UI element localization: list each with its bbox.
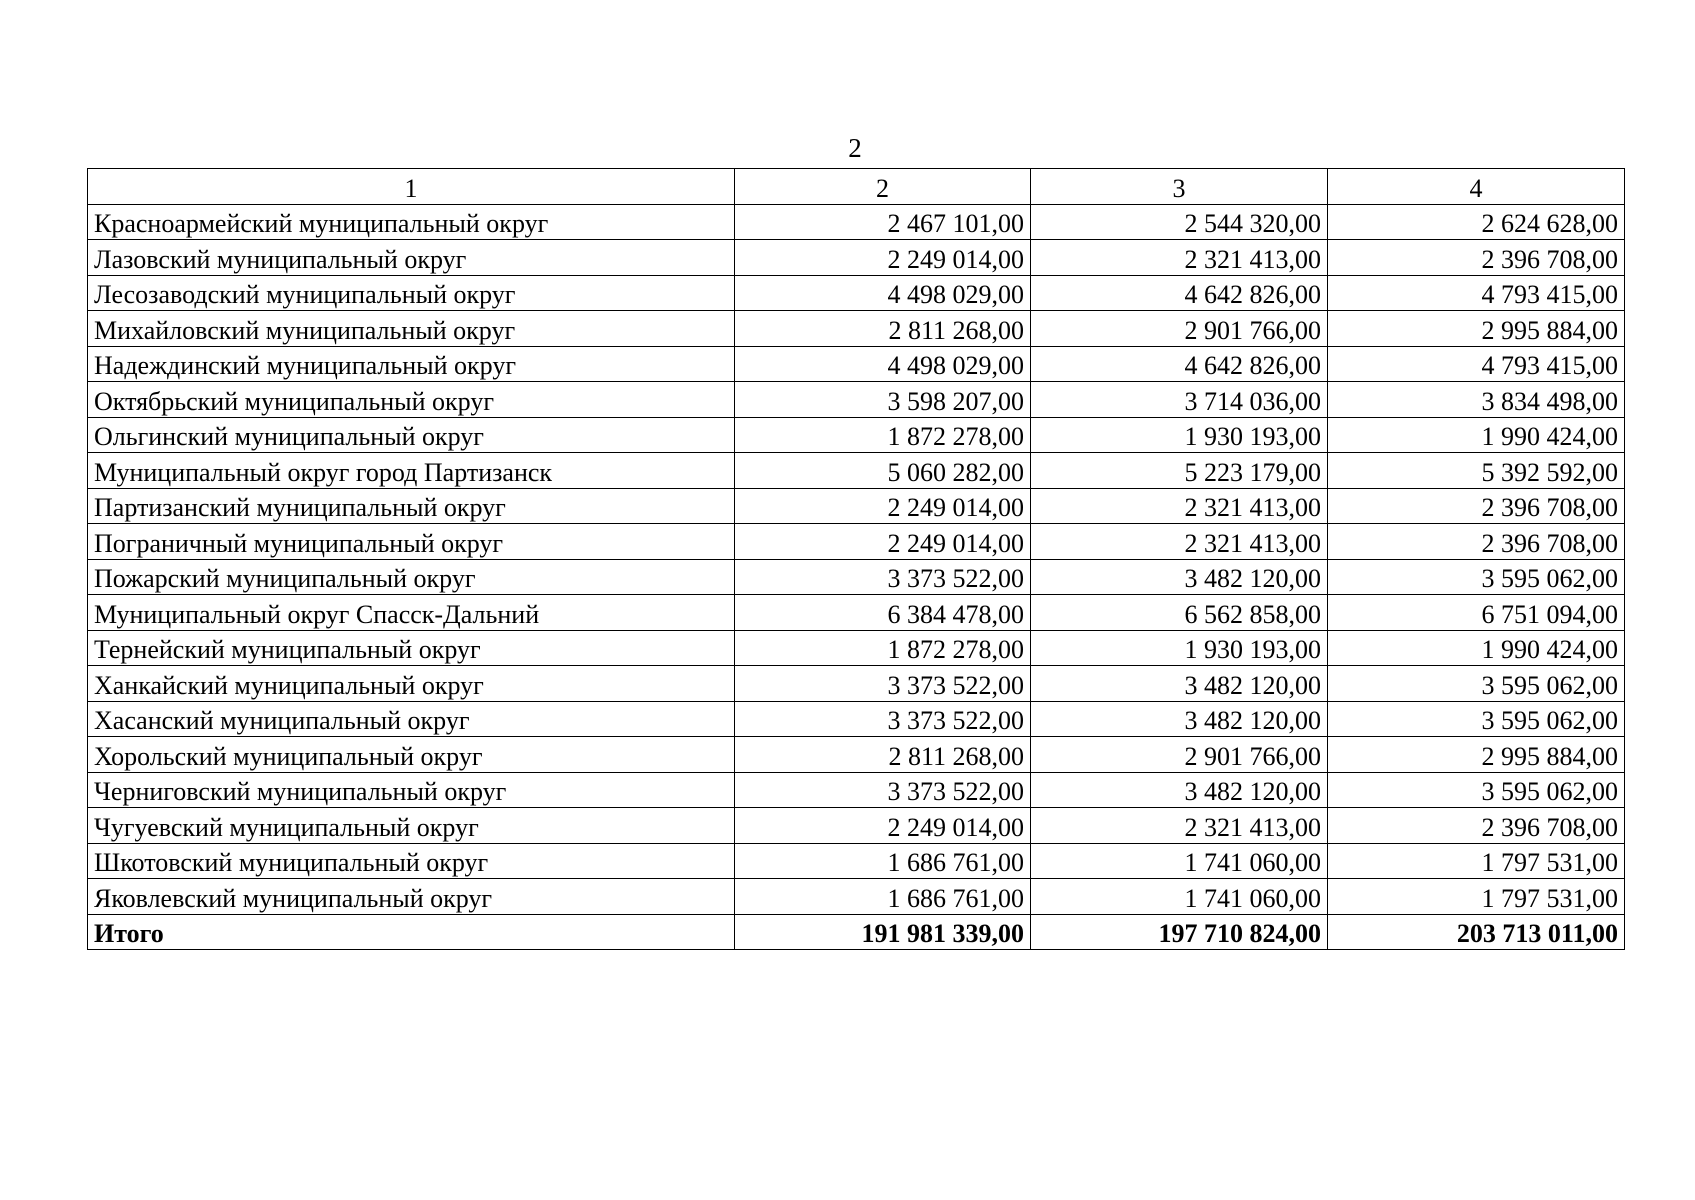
district-name: Муниципальный округ Спасск-Дальний <box>88 595 735 631</box>
budget-table <box>87 168 1625 950</box>
amount-cell: 2 995 884,00 <box>1328 311 1625 347</box>
amount-cell: 1 741 060,00 <box>1031 843 1328 879</box>
amount-cell: 2 249 014,00 <box>735 808 1031 844</box>
amount-cell: 2 467 101,00 <box>735 204 1031 240</box>
amount-cell: 3 595 062,00 <box>1328 701 1625 737</box>
table-row <box>88 879 1625 915</box>
table-row <box>88 630 1625 666</box>
amount-cell: 4 642 826,00 <box>1031 275 1328 311</box>
amount-cell: 3 373 522,00 <box>735 701 1031 737</box>
amount-cell: 2 321 413,00 <box>1031 808 1328 844</box>
amount-cell: 1 872 278,00 <box>735 417 1031 453</box>
district-name: Муниципальный округ город Партизанск <box>88 453 735 489</box>
table-row <box>88 240 1625 276</box>
header-row <box>88 169 1625 205</box>
amount-cell: 2 396 708,00 <box>1328 240 1625 276</box>
amount-cell: 4 498 029,00 <box>735 346 1031 382</box>
total-amount: 197 710 824,00 <box>1031 914 1328 950</box>
total-amount: 191 981 339,00 <box>735 914 1031 950</box>
district-name: Хасанский муниципальный округ <box>88 701 735 737</box>
amount-cell: 4 498 029,00 <box>735 275 1031 311</box>
amount-cell: 2 396 708,00 <box>1328 808 1625 844</box>
amount-cell: 1 930 193,00 <box>1031 630 1328 666</box>
district-name: Шкотовский муниципальный округ <box>88 843 735 879</box>
amount-cell: 1 686 761,00 <box>735 879 1031 915</box>
table-row <box>88 772 1625 808</box>
table-row <box>88 204 1625 240</box>
district-name: Михайловский муниципальный округ <box>88 311 735 347</box>
amount-cell: 2 811 268,00 <box>735 311 1031 347</box>
amount-cell: 2 321 413,00 <box>1031 240 1328 276</box>
table-row <box>88 595 1625 631</box>
amount-cell: 1 930 193,00 <box>1031 417 1328 453</box>
amount-cell: 3 595 062,00 <box>1328 559 1625 595</box>
amount-cell: 2 811 268,00 <box>735 737 1031 773</box>
amount-cell: 2 901 766,00 <box>1031 311 1328 347</box>
column-header: 1 <box>88 169 735 205</box>
total-row <box>88 914 1625 950</box>
table-row <box>88 737 1625 773</box>
amount-cell: 1 797 531,00 <box>1328 879 1625 915</box>
amount-cell: 6 384 478,00 <box>735 595 1031 631</box>
amount-cell: 2 544 320,00 <box>1031 204 1328 240</box>
amount-cell: 3 714 036,00 <box>1031 382 1328 418</box>
amount-cell: 1 741 060,00 <box>1031 879 1328 915</box>
amount-cell: 3 595 062,00 <box>1328 666 1625 702</box>
table-row <box>88 559 1625 595</box>
amount-cell: 1 990 424,00 <box>1328 630 1625 666</box>
amount-cell: 1 990 424,00 <box>1328 417 1625 453</box>
district-name: Красноармейский муниципальный округ <box>88 204 735 240</box>
amount-cell: 2 396 708,00 <box>1328 488 1625 524</box>
district-name: Ольгинский муниципальный округ <box>88 417 735 453</box>
district-name: Хорольский муниципальный округ <box>88 737 735 773</box>
district-name: Чугуевский муниципальный округ <box>88 808 735 844</box>
amount-cell: 2 321 413,00 <box>1031 488 1328 524</box>
page-number: 2 <box>848 133 862 163</box>
amount-cell: 6 562 858,00 <box>1031 595 1328 631</box>
total-label: Итого <box>88 914 735 950</box>
amount-cell: 4 642 826,00 <box>1031 346 1328 382</box>
table-row <box>88 453 1625 489</box>
table-row <box>88 666 1625 702</box>
amount-cell: 5 060 282,00 <box>735 453 1031 489</box>
column-header: 3 <box>1031 169 1328 205</box>
district-name: Пограничный муниципальный округ <box>88 524 735 560</box>
district-name: Лазовский муниципальный округ <box>88 240 735 276</box>
district-name: Яковлевский муниципальный округ <box>88 879 735 915</box>
amount-cell: 3 373 522,00 <box>735 559 1031 595</box>
amount-cell: 3 598 207,00 <box>735 382 1031 418</box>
table-row <box>88 843 1625 879</box>
district-name: Черниговский муниципальный округ <box>88 772 735 808</box>
amount-cell: 1 797 531,00 <box>1328 843 1625 879</box>
table-row <box>88 275 1625 311</box>
amount-cell: 3 373 522,00 <box>735 666 1031 702</box>
table-row <box>88 382 1625 418</box>
amount-cell: 2 249 014,00 <box>735 488 1031 524</box>
table-row <box>88 524 1625 560</box>
table-row <box>88 311 1625 347</box>
amount-cell: 1 686 761,00 <box>735 843 1031 879</box>
amount-cell: 2 624 628,00 <box>1328 204 1625 240</box>
amount-cell: 2 995 884,00 <box>1328 737 1625 773</box>
amount-cell: 5 392 592,00 <box>1328 453 1625 489</box>
amount-cell: 3 595 062,00 <box>1328 772 1625 808</box>
amount-cell: 5 223 179,00 <box>1031 453 1328 489</box>
amount-cell: 2 396 708,00 <box>1328 524 1625 560</box>
district-name: Надеждинский муниципальный округ <box>88 346 735 382</box>
district-name: Октябрьский муниципальный округ <box>88 382 735 418</box>
table-row <box>88 488 1625 524</box>
amount-cell: 3 482 120,00 <box>1031 701 1328 737</box>
district-name: Лесозаводский муниципальный округ <box>88 275 735 311</box>
total-amount: 203 713 011,00 <box>1328 914 1625 950</box>
amount-cell: 3 482 120,00 <box>1031 666 1328 702</box>
amount-cell: 1 872 278,00 <box>735 630 1031 666</box>
district-name: Партизанский муниципальный округ <box>88 488 735 524</box>
amount-cell: 2 249 014,00 <box>735 524 1031 560</box>
amount-cell: 3 373 522,00 <box>735 772 1031 808</box>
table-row <box>88 808 1625 844</box>
amount-cell: 3 482 120,00 <box>1031 772 1328 808</box>
amount-cell: 4 793 415,00 <box>1328 275 1625 311</box>
column-header: 4 <box>1328 169 1625 205</box>
column-header: 2 <box>735 169 1031 205</box>
amount-cell: 2 249 014,00 <box>735 240 1031 276</box>
amount-cell: 2 901 766,00 <box>1031 737 1328 773</box>
table-row <box>88 346 1625 382</box>
table-row <box>88 417 1625 453</box>
amount-cell: 3 834 498,00 <box>1328 382 1625 418</box>
district-name: Тернейский муниципальный округ <box>88 630 735 666</box>
table-row <box>88 701 1625 737</box>
amount-cell: 2 321 413,00 <box>1031 524 1328 560</box>
district-name: Пожарский муниципальный округ <box>88 559 735 595</box>
amount-cell: 3 482 120,00 <box>1031 559 1328 595</box>
amount-cell: 4 793 415,00 <box>1328 346 1625 382</box>
amount-cell: 6 751 094,00 <box>1328 595 1625 631</box>
district-name: Ханкайский муниципальный округ <box>88 666 735 702</box>
